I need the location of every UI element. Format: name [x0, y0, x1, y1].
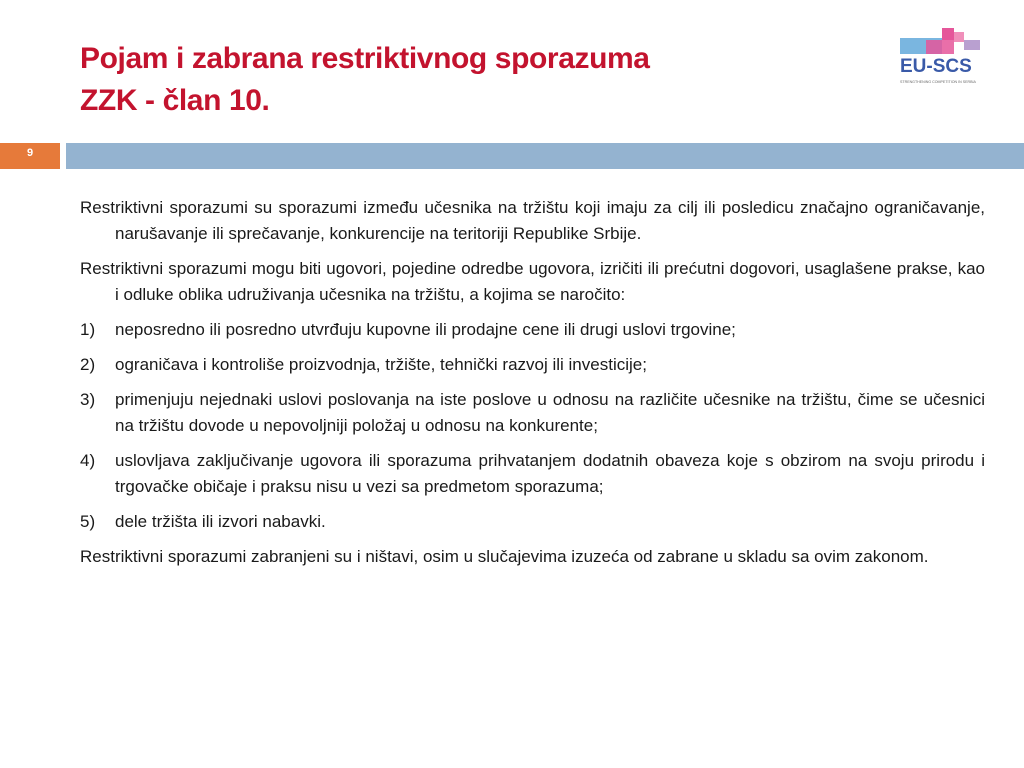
header-divider-bar: [66, 143, 1024, 169]
slide-body: [80, 195, 985, 579]
list-item-text: dele tržišta ili izvori nabavki.: [115, 512, 326, 531]
title-line-2: ZZK - član 10.: [80, 84, 270, 117]
list-item-text: uslovljava zaključivanje ugovora ili sporazuma prihvatanjem dodatnih obaveza koje s obzirom na svoju prirodu i trgovačke običaje i praksu nisu u vezi sa predmetom sporazuma;: [115, 451, 985, 496]
slide-number-block: [0, 143, 60, 169]
paragraph-definition: Restriktivni sporazumi su sporazumi između učesnika na tržištu koji imaju za cilj ili posledicu značajno ograničavanje, narušavanje ili sprečavanje, konkurencije na teritoriji Republike Srbije.: [80, 198, 985, 243]
paragraph-forms: Restriktivni sporazumi mogu biti ugovori, pojedine odredbe ugovora, izričiti ili prećutni dogovori, usaglašene prakse, kao i odluke oblika udruživanja učesnika na tržištu, a kojima se naročito:: [80, 259, 985, 304]
list-item-text: ograničava i kontroliše proizvodnja, tržište, tehnički razvoj ili investicije;: [115, 355, 647, 374]
logo-text: EU-SCS: [900, 56, 972, 77]
list-item-number: 3): [80, 390, 96, 409]
list-item: [80, 317, 985, 343]
list-item: [80, 509, 985, 535]
list-item: [80, 448, 985, 500]
list-item-number: 2): [80, 355, 96, 374]
eu-scs-logo: [896, 26, 996, 88]
header-bar: [0, 143, 1024, 169]
list-item-number: 4): [80, 451, 96, 470]
title-line-1: Pojam i zabrana restriktivnog sporazuma: [80, 42, 650, 75]
list-item-text: neposredno ili posredno utvrđuju kupovne ili prodajne cene ili drugi uslovi trgovine;: [115, 320, 736, 339]
paragraph-prohibition: Restriktivni sporazumi zabranjeni su i ništavi, osim u slučajevima izuzeća od zabrane u skladu sa ovim zakonom.: [80, 547, 929, 566]
list-item-number: 5): [80, 512, 96, 531]
logo-tagline: STRENGTHENING COMPETITION IN SERBIA: [900, 80, 976, 84]
list-item: [80, 387, 985, 439]
slide-number: 9: [26, 147, 34, 159]
slide-title: [80, 38, 840, 122]
list-item: [80, 352, 985, 378]
list-item-text: primenjuju nejednaki uslovi poslovanja na iste poslove u odnosu na različite učesnike na tržištu, čime se učesnici na tržištu dovode u nepovoljniji položaj u odnosu na konkurente;: [115, 390, 985, 435]
list-item-number: 1): [80, 320, 96, 339]
